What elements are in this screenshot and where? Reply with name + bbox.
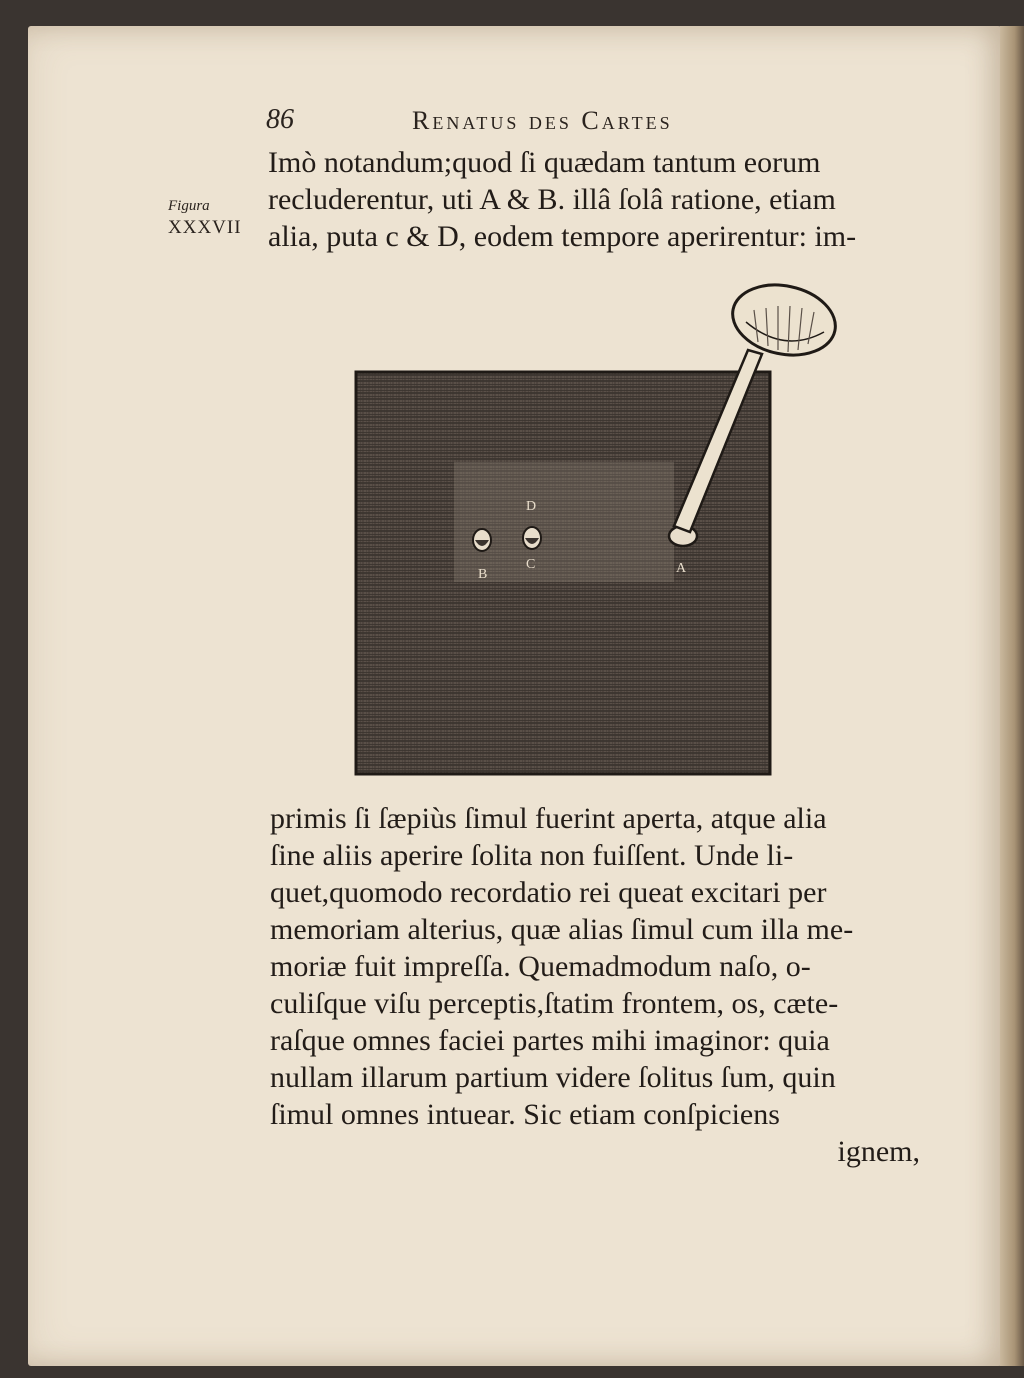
text-line: raſque omnes faciei partes mihi imaginor: quia [270, 1024, 830, 1057]
lighter-zone [454, 462, 674, 582]
text-line: alia, puta c & D, eodem tempore aperirentur: im- [268, 220, 857, 253]
text-line: primis ſi ſæpiùs ſimul fuerint aperta, atque alia [270, 802, 827, 835]
figure-note-label: Figura [168, 198, 210, 214]
margin-note [168, 198, 268, 239]
opening-b-icon [473, 529, 491, 551]
paragraph-top [268, 144, 918, 255]
text-line: moriæ fuit impreſſa. Quemadmodum naſo, o- [270, 950, 811, 983]
opening-c-icon [523, 527, 541, 549]
catchword: ignem, [837, 1135, 920, 1168]
figure-label-d: D [526, 499, 537, 514]
woodcut-figure [354, 282, 844, 778]
text-line: quet,quomodo recordatio rei queat excitari per [270, 876, 827, 909]
text-line: recluderentur, uti A & B. illâ ſolâ ratione, etiam [268, 183, 836, 216]
text-line: Imò notandum;quod ſi quædam tantum eorum [268, 146, 821, 179]
figure-label-a: A [676, 561, 687, 576]
book-binding-edge [1000, 26, 1024, 1366]
text-line: ſimul omnes intuear. Sic etiam conſpiciens [270, 1098, 780, 1131]
figure-label-c: C [526, 557, 536, 572]
figure-note-number: XXXVII [168, 217, 242, 238]
figure-label-b: B [478, 567, 488, 582]
page-header [262, 104, 782, 144]
text-line: nullam illarum partium videre ſolitus ſum, quin [270, 1061, 836, 1094]
text-line: ſine aliis aperire ſolita non fuiſſent. Unde li- [270, 839, 794, 872]
page-number: 86 [266, 104, 294, 135]
paragraph-bottom [270, 800, 920, 1170]
running-head: Renatus des Cartes [412, 106, 673, 135]
text-line: memoriam alterius, quæ alias ſimul cum illa me- [270, 913, 854, 946]
text-line: culiſque viſu perceptis,ſtatim frontem, os, cæte- [270, 987, 839, 1020]
